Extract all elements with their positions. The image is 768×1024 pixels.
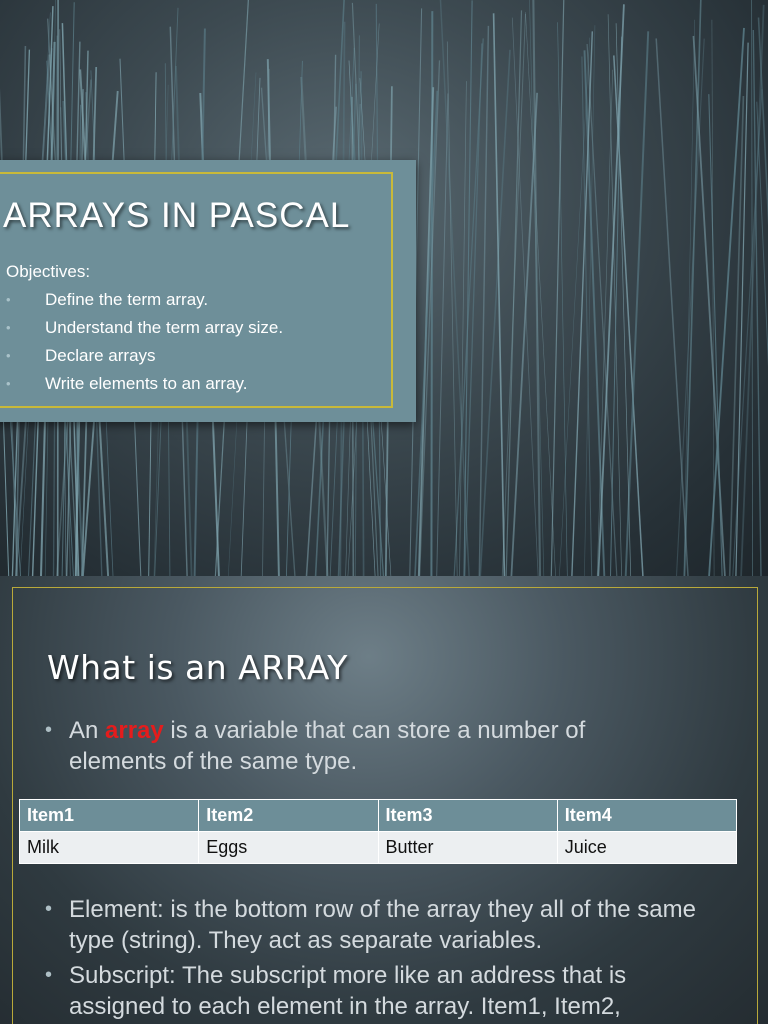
- definition-rest: is a variable that can store a number of elements of the same type.: [69, 717, 586, 775]
- table-cell: Milk: [20, 832, 199, 864]
- streak-line: [656, 38, 688, 576]
- objective-text: Write elements to an array.: [45, 374, 248, 393]
- bullet-icon: •: [6, 376, 11, 391]
- objective-item: [6, 317, 283, 345]
- objective-item: [6, 289, 283, 317]
- slide-heading: What is an ARRAY: [47, 648, 348, 687]
- bullet-text: Element: is the bottom row of the array they all of the same type (string). They act as separate variables.: [69, 896, 696, 954]
- bullet-icon: •: [6, 320, 11, 335]
- table-header-row: [20, 800, 737, 832]
- element-bullet: [45, 894, 705, 956]
- streak-line: [437, 94, 448, 577]
- title-panel: [0, 160, 416, 422]
- bullet-icon: •: [6, 348, 11, 363]
- streak-line: [511, 93, 537, 576]
- streak-line: [502, 14, 525, 576]
- slide-title: ARRAYS IN PASCAL: [3, 196, 351, 235]
- content-slide: [0, 576, 768, 1024]
- streak-line: [420, 60, 440, 576]
- streak-line: [440, 0, 469, 576]
- bullet-icon: •: [45, 719, 53, 741]
- streak-line: [685, 0, 702, 576]
- highlighted-term: array: [105, 717, 164, 744]
- bullet-icon: •: [6, 292, 11, 307]
- subscript-bullet: [45, 960, 705, 1022]
- table-cell: Butter: [378, 832, 557, 864]
- objective-item: [6, 345, 283, 373]
- array-table: [19, 799, 737, 864]
- streak-line: [626, 31, 649, 576]
- column-header: Item3: [378, 800, 557, 832]
- objective-text: Declare arrays: [45, 346, 156, 365]
- objective-text: Understand the term array size.: [45, 318, 284, 337]
- streak-line: [598, 4, 624, 576]
- table-cell: Eggs: [199, 832, 378, 864]
- table-row: [20, 832, 737, 864]
- column-header: Item1: [20, 800, 199, 832]
- streak-line: [479, 26, 488, 576]
- objectives-heading: Objectives:: [6, 262, 91, 281]
- objectives-block: [6, 261, 283, 401]
- bullet-text: Subscript: The subscript more like an address that is assigned to each element in the array. Item1, Item2,: [69, 962, 627, 1020]
- definition-text: [69, 715, 645, 777]
- streak-line: [558, 22, 568, 576]
- column-header: Item2: [199, 800, 378, 832]
- column-header: Item4: [557, 800, 736, 832]
- streak-line: [494, 13, 505, 576]
- table-cell: Juice: [557, 832, 736, 864]
- bullet-icon: •: [45, 964, 53, 986]
- objective-item: [6, 373, 283, 401]
- objective-text: Define the term array.: [45, 290, 209, 309]
- bullet-icon: •: [45, 898, 53, 920]
- streak-line: [526, 12, 556, 576]
- streak-line: [677, 39, 705, 576]
- definition-lead: An: [69, 717, 106, 744]
- streak-line: [616, 23, 631, 576]
- streak-line: [712, 20, 714, 576]
- definition-bullet: [45, 715, 645, 777]
